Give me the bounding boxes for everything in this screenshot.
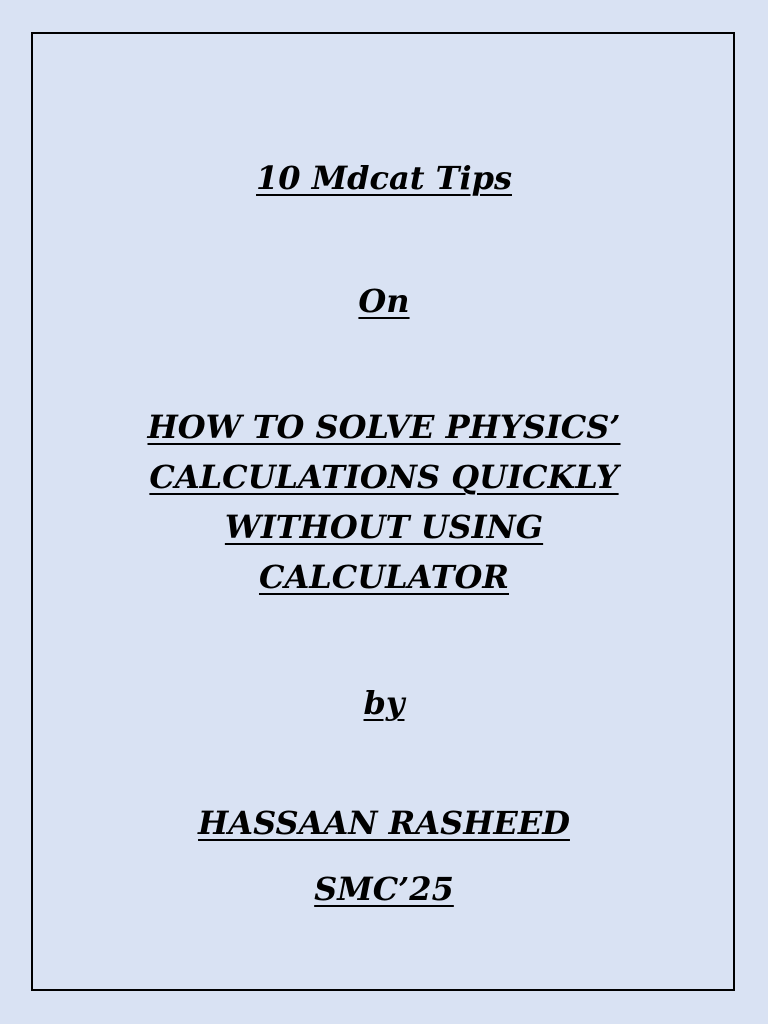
on-label: On (358, 282, 410, 320)
cover-heading: 10 Mdcat Tips (256, 159, 512, 197)
title-line-3: WITHOUT USING (224, 508, 544, 546)
author-name: HASSAAN RASHEED (198, 804, 570, 842)
by-label: by (363, 684, 405, 722)
title-line-4: CALCULATOR (258, 558, 510, 596)
author-affiliation: SMC’25 (314, 870, 454, 908)
title-line-2: CALCULATIONS QUICKLY (149, 458, 619, 496)
cover-title (31, 402, 737, 602)
title-line-1: HOW TO SOLVE PHYSICS’ (147, 408, 621, 446)
